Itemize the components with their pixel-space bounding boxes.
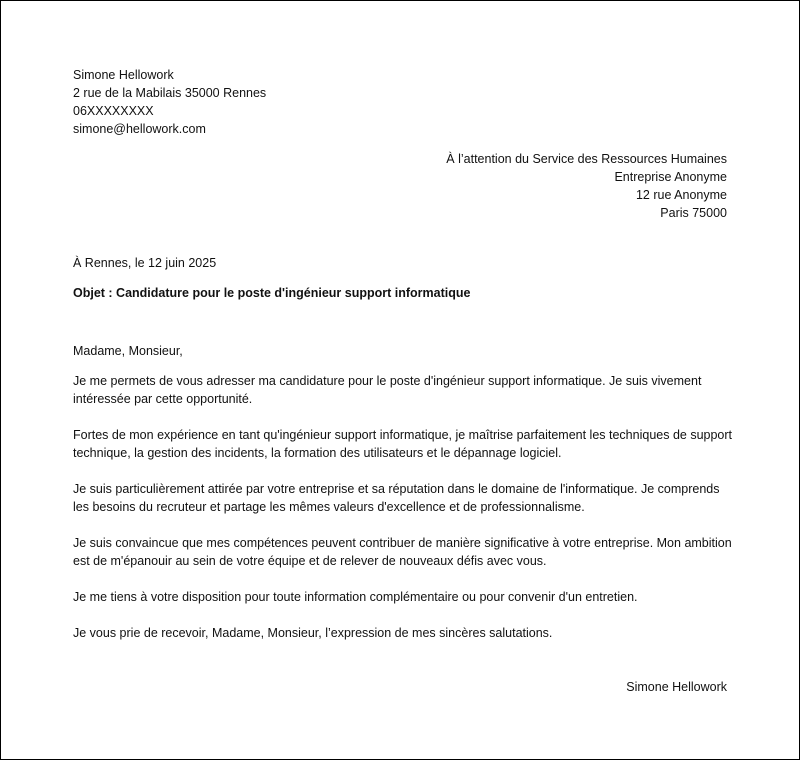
- recipient-company: Entreprise Anonyme: [614, 170, 727, 184]
- signature: Simone Hellowork: [626, 680, 727, 694]
- body-paragraph: Je suis convaincue que mes compétences peuvent contribuer de manière significative à votre entreprise. Mon ambition est de m'épanouir au sein de votre équipe et de relever de nouveaux défis avec vous.: [73, 536, 732, 568]
- body-paragraph: Je me permets de vous adresser ma candidature pour le poste d'ingénieur support informatique. Je suis vivement intéressée par cette opportunité.: [73, 374, 702, 406]
- sender-phone: 06XXXXXXXX: [73, 104, 154, 118]
- closing-paragraph: Je vous prie de recevoir, Madame, Monsieur, l’expression de mes sincères salutations.: [73, 626, 553, 640]
- date-line: À Rennes, le 12 juin 2025: [73, 256, 217, 270]
- body-paragraph: Je suis particulièrement attirée par votre entreprise et sa réputation dans le domaine de l'informatique. Je comprends les besoins du recruteur et partage les mêmes valeurs d'excellence et de professionnalisme.: [73, 482, 720, 514]
- sender-address: 2 rue de la Mabilais 35000 Rennes: [73, 86, 267, 100]
- recipient-city: Paris 75000: [660, 206, 727, 220]
- sender-name: Simone Hellowork: [73, 68, 174, 82]
- salutation: Madame, Monsieur,: [73, 344, 183, 358]
- body-paragraph: Fortes de mon expérience en tant qu'ingénieur support informatique, je maîtrise parfaitement les techniques de support technique, la gestion des incidents, la formation des utilisateurs et le dépannage logiciel.: [73, 428, 733, 460]
- subject-line: Objet : Candidature pour le poste d'ingénieur support informatique: [73, 286, 471, 300]
- sender-email: simone@hellowork.com: [73, 122, 206, 136]
- body-paragraph: Je me tiens à votre disposition pour toute information complémentaire ou pour convenir d'un entretien.: [73, 590, 638, 604]
- recipient-street: 12 rue Anonyme: [635, 188, 727, 202]
- recipient-attention: À l’attention du Service des Ressources Humaines: [446, 152, 727, 166]
